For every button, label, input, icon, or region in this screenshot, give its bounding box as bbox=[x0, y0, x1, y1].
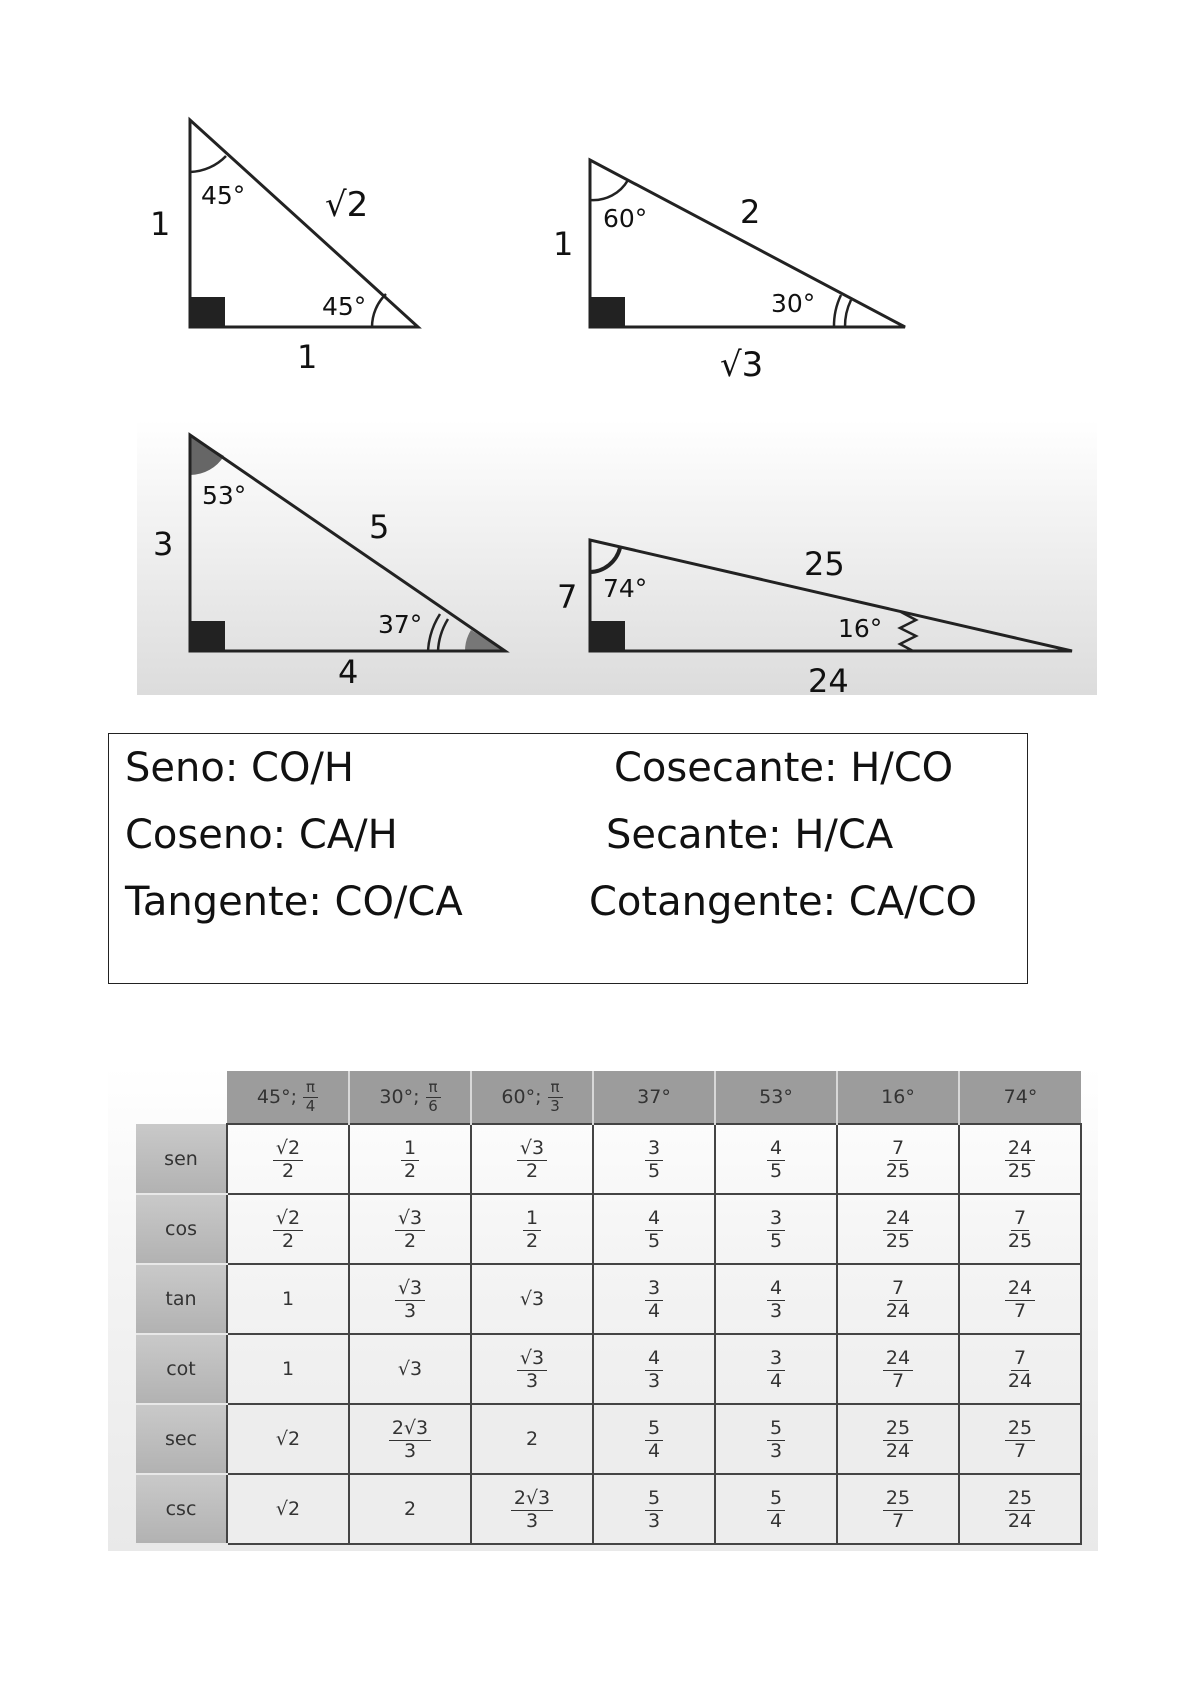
row-header: cos bbox=[136, 1194, 227, 1264]
table-cell bbox=[471, 1474, 593, 1544]
t3-bottom-side: 4 bbox=[338, 653, 359, 691]
t1-bottom-side: 1 bbox=[297, 338, 318, 376]
column-header: 30°; $\frac{\pi}{6}$ bbox=[349, 1071, 471, 1124]
fraction: $\frac{2√3}{3}$ bbox=[511, 1489, 553, 1532]
t4-top-angle: 74° bbox=[603, 574, 648, 603]
table-cell bbox=[959, 1334, 1081, 1404]
table-cell bbox=[715, 1334, 837, 1404]
fraction: $\frac{√2}{2}$ bbox=[273, 1139, 303, 1182]
formula-coseno: Coseno: CA/H bbox=[125, 812, 398, 858]
table-cell bbox=[837, 1194, 959, 1264]
column-header: 45°; $\frac{\pi}{4}$ bbox=[227, 1071, 349, 1124]
fraction: $\frac{5}{4}$ bbox=[645, 1419, 663, 1462]
triangle-45-45-90 bbox=[150, 120, 418, 376]
table-cell bbox=[837, 1124, 959, 1194]
table-cell bbox=[959, 1474, 1081, 1544]
table-cell bbox=[715, 1124, 837, 1194]
fraction: $\frac{25}{24}$ bbox=[1005, 1489, 1035, 1532]
t1-hypotenuse: √2 bbox=[325, 185, 369, 225]
row-header: csc bbox=[136, 1474, 227, 1544]
table-cell bbox=[593, 1404, 715, 1474]
fraction: $\frac{7}{25}$ bbox=[1007, 1206, 1033, 1252]
formula-tangente: Tangente: CO/CA bbox=[125, 879, 463, 925]
table-cell bbox=[837, 1474, 959, 1544]
column-header: 53° bbox=[715, 1071, 837, 1124]
fraction: $\frac{√3}{3}$ bbox=[395, 1279, 425, 1322]
table-cell bbox=[959, 1404, 1081, 1474]
t2-hypotenuse: 2 bbox=[740, 193, 761, 231]
fraction: $\frac{24}{25}$ bbox=[1005, 1139, 1035, 1182]
t1-left-side: 1 bbox=[150, 205, 171, 243]
fraction: $\frac{7}{24}$ bbox=[1007, 1346, 1033, 1392]
table-cell bbox=[471, 1124, 593, 1194]
table-cell bbox=[349, 1194, 471, 1264]
fraction: $\frac{4}{3}$ bbox=[767, 1279, 785, 1322]
trig-values-table bbox=[136, 1071, 1082, 1545]
formula-cosecante: Cosecante: H/CO bbox=[614, 745, 954, 791]
table-cell: √2 bbox=[227, 1404, 349, 1474]
fraction: $\frac{1}{2}$ bbox=[523, 1209, 541, 1252]
t1-top-angle: 45° bbox=[201, 181, 246, 210]
table-row bbox=[136, 1124, 1081, 1194]
t4-bottom-side: 24 bbox=[808, 662, 849, 700]
fraction: $\frac{√2}{2}$ bbox=[273, 1209, 303, 1252]
formula-cotangente: Cotangente: CA/CO bbox=[589, 879, 977, 925]
table-row bbox=[136, 1194, 1081, 1264]
fraction: $\frac{25}{24}$ bbox=[883, 1419, 913, 1462]
column-header: 60°; $\frac{\pi}{3}$ bbox=[471, 1071, 593, 1124]
t1-bottom-angle: 45° bbox=[322, 292, 367, 321]
fraction: $\frac{24}{7}$ bbox=[883, 1349, 913, 1392]
fraction: $\frac{√3}{2}$ bbox=[395, 1209, 425, 1252]
table-row bbox=[136, 1404, 1081, 1474]
t3-bottom-angle: 37° bbox=[378, 610, 423, 639]
fraction: $\frac{√3}{2}$ bbox=[517, 1139, 547, 1182]
table-cell bbox=[471, 1334, 593, 1404]
fraction: $\frac{24}{7}$ bbox=[1005, 1279, 1035, 1322]
table-cell: 1 bbox=[227, 1334, 349, 1404]
table-cell bbox=[227, 1194, 349, 1264]
table-corner bbox=[136, 1071, 227, 1124]
t3-hypotenuse: 5 bbox=[369, 508, 390, 546]
row-header: sec bbox=[136, 1404, 227, 1474]
table-cell: 2 bbox=[349, 1474, 471, 1544]
fraction: $\frac{25}{7}$ bbox=[1005, 1419, 1035, 1462]
table-cell bbox=[349, 1264, 471, 1334]
table-cell bbox=[837, 1404, 959, 1474]
table-cell bbox=[837, 1264, 959, 1334]
table-cell bbox=[349, 1404, 471, 1474]
fraction: $\frac{5}{4}$ bbox=[767, 1489, 785, 1532]
triangle-30-60-90 bbox=[553, 160, 905, 385]
fraction: $\frac{24}{25}$ bbox=[883, 1209, 913, 1252]
t2-bottom-angle: 30° bbox=[771, 289, 816, 318]
formula-secante: Secante: H/CA bbox=[606, 812, 894, 858]
table-cell bbox=[959, 1194, 1081, 1264]
table-cell bbox=[715, 1194, 837, 1264]
fraction: $\frac{\pi}{3}$ bbox=[548, 1080, 563, 1115]
fraction: $\frac{7}{24}$ bbox=[885, 1276, 911, 1322]
formula-seno: Seno: CO/H bbox=[125, 745, 354, 791]
t2-left-side: 1 bbox=[553, 225, 574, 263]
fraction: $\frac{3}{5}$ bbox=[767, 1209, 785, 1252]
fraction: $\frac{2√3}{3}$ bbox=[389, 1419, 431, 1462]
table-cell bbox=[715, 1264, 837, 1334]
table-cell: 1 bbox=[227, 1264, 349, 1334]
fraction: $\frac{5}{3}$ bbox=[767, 1419, 785, 1462]
table-cell bbox=[471, 1194, 593, 1264]
fraction: $\frac{3}{4}$ bbox=[645, 1279, 663, 1322]
formulas-box bbox=[108, 733, 1028, 984]
fraction: $\frac{4}{5}$ bbox=[645, 1209, 663, 1252]
table-cell bbox=[959, 1264, 1081, 1334]
table-cell bbox=[593, 1124, 715, 1194]
column-header: 37° bbox=[593, 1071, 715, 1124]
column-header: 74° bbox=[959, 1071, 1081, 1124]
triangles-figure bbox=[0, 0, 1200, 720]
t2-bottom-side: √3 bbox=[720, 345, 764, 385]
table-cell: √2 bbox=[227, 1474, 349, 1544]
fraction: $\frac{4}{3}$ bbox=[645, 1349, 663, 1392]
t2-top-angle: 60° bbox=[603, 204, 648, 233]
table-row bbox=[136, 1474, 1081, 1544]
table-cell: √3 bbox=[349, 1334, 471, 1404]
table-header-row bbox=[136, 1071, 1081, 1124]
table-row bbox=[136, 1264, 1081, 1334]
t3-left-side: 3 bbox=[153, 525, 174, 563]
table-cell bbox=[227, 1124, 349, 1194]
fraction: $\frac{1}{2}$ bbox=[401, 1139, 419, 1182]
t4-hypotenuse: 25 bbox=[804, 545, 845, 583]
fraction: $\frac{3}{4}$ bbox=[767, 1349, 785, 1392]
t4-bottom-angle: 16° bbox=[838, 614, 883, 643]
table-cell: √3 bbox=[471, 1264, 593, 1334]
fraction: $\frac{5}{3}$ bbox=[645, 1489, 663, 1532]
table-cell bbox=[593, 1264, 715, 1334]
table-cell bbox=[959, 1124, 1081, 1194]
fraction: $\frac{4}{5}$ bbox=[767, 1139, 785, 1182]
row-header: cot bbox=[136, 1334, 227, 1404]
table-cell bbox=[593, 1194, 715, 1264]
table-cell bbox=[593, 1334, 715, 1404]
column-header: 16° bbox=[837, 1071, 959, 1124]
fraction: $\frac{√3}{3}$ bbox=[517, 1349, 547, 1392]
t3-top-angle: 53° bbox=[202, 481, 247, 510]
fraction: $\frac{3}{5}$ bbox=[645, 1139, 663, 1182]
table-row bbox=[136, 1334, 1081, 1404]
fraction: $\frac{\pi}{4}$ bbox=[303, 1080, 318, 1115]
fraction: $\frac{\pi}{6}$ bbox=[426, 1080, 441, 1115]
table-cell bbox=[837, 1334, 959, 1404]
table-cell bbox=[349, 1124, 471, 1194]
row-header: sen bbox=[136, 1124, 227, 1194]
table-cell bbox=[715, 1404, 837, 1474]
table-cell: 2 bbox=[471, 1404, 593, 1474]
t4-left-side: 7 bbox=[557, 578, 578, 616]
fraction: $\frac{25}{7}$ bbox=[883, 1489, 913, 1532]
row-header: tan bbox=[136, 1264, 227, 1334]
table-cell bbox=[593, 1474, 715, 1544]
fraction: $\frac{7}{25}$ bbox=[885, 1136, 911, 1182]
table-cell bbox=[715, 1474, 837, 1544]
